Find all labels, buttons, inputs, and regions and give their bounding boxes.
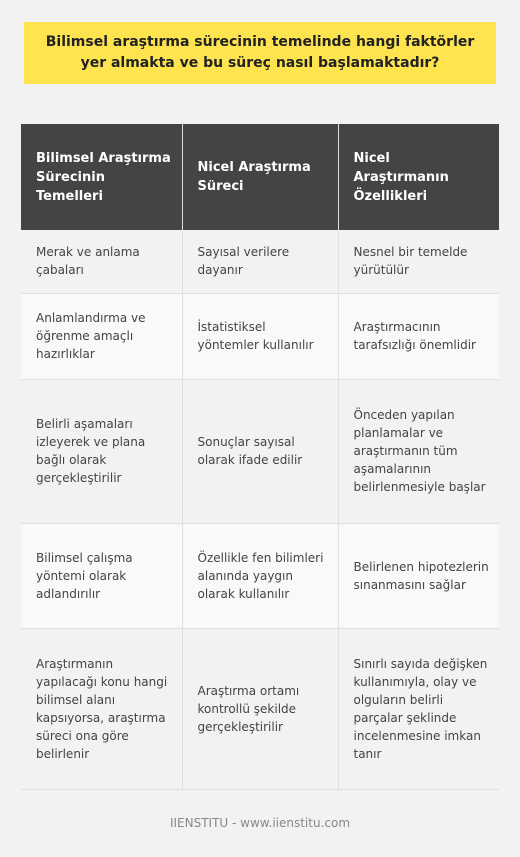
table-cell: Anlamlandırma ve öğrenme amaçlı hazırlıklar <box>21 293 182 379</box>
table-cell: Özellikle fen bilimleri alanında yaygın olarak kullanılır <box>182 523 338 628</box>
table-cell: Araştırmanın yapılacağı konu hangi bilimsel alanı kapsıyorsa, araştırma süreci ona göre belirlenir <box>21 628 182 789</box>
table-row <box>21 230 499 293</box>
table-cell: İstatistiksel yöntemler kullanılır <box>182 293 338 379</box>
table-cell: Araştırmacının tarafsızlığı önemlidir <box>338 293 499 379</box>
table-cell: Araştırma ortamı kontrollü şekilde gerçekleştirilir <box>182 628 338 789</box>
title-banner <box>24 22 496 84</box>
comparison-table <box>21 124 499 790</box>
column-header: Nicel Araştırma Süreci <box>182 124 338 230</box>
table-header-row <box>21 124 499 230</box>
page-title: Bilimsel araştırma sürecinin temelinde hangi faktörler yer almakta ve bu süreç nasıl başlamaktadır? <box>45 34 475 71</box>
column-header: Bilimsel Araştırma Sürecinin Temelleri <box>21 124 182 230</box>
table-cell: Merak ve anlama çabaları <box>21 230 182 293</box>
column-header: Nicel Araştırmanın Özellikleri <box>338 124 499 230</box>
table-cell: Önceden yapılan planlamalar ve araştırmanın tüm aşamalarının belirlenmesiyle başlar <box>338 379 499 523</box>
table-cell: Sonuçlar sayısal olarak ifade edilir <box>182 379 338 523</box>
table-cell: Nesnel bir temelde yürütülür <box>338 230 499 293</box>
table-cell: Sınırlı sayıda değişken kullanımıyla, olay ve olguların belirli parçalar şeklinde incelenmesine imkan tanır <box>338 628 499 789</box>
table-cell: Belirli aşamaları izleyerek ve plana bağlı olarak gerçekleştirilir <box>21 379 182 523</box>
table-row <box>21 293 499 379</box>
footer-credit: IIENSTITU - www.iienstitu.com <box>169 816 351 830</box>
table-cell: Belirlenen hipotezlerin sınanmasını sağlar <box>338 523 499 628</box>
table-row <box>21 523 499 628</box>
table-row <box>21 628 499 789</box>
table-cell: Sayısal verilere dayanır <box>182 230 338 293</box>
table-cell: Bilimsel çalışma yöntemi olarak adlandırılır <box>21 523 182 628</box>
table-row <box>21 379 499 523</box>
